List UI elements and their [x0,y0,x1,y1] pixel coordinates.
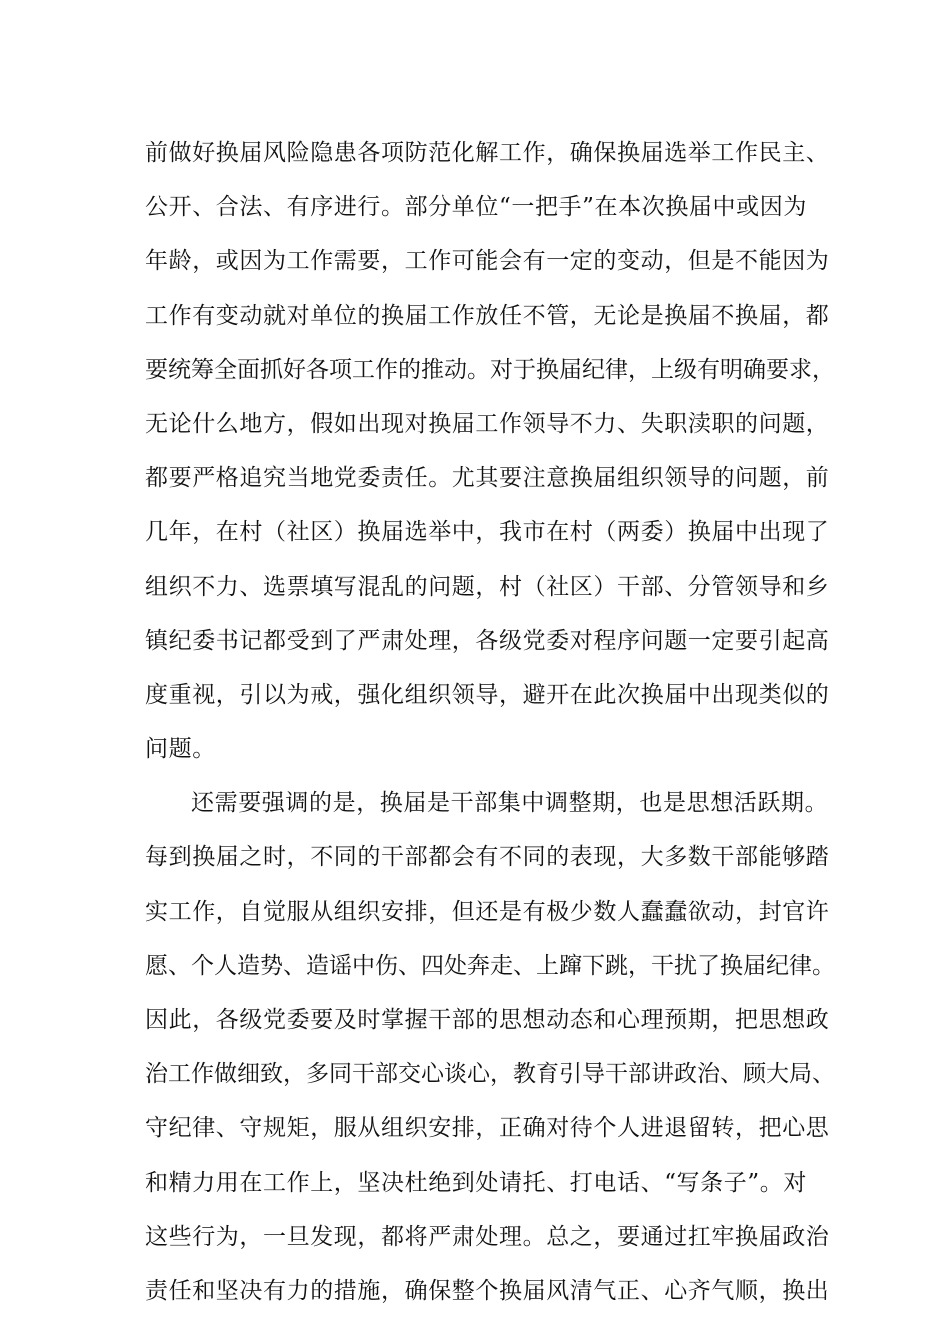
text-line: 治工作做细致，多同干部交心谈心，教育引导干部讲政治、顾大局、 [145,1061,835,1088]
text-line: 年龄，或因为工作需要，工作可能会有一定的变动，但是不能因为 [145,248,830,275]
text-line: 无论什么地方，假如出现对换届工作领导不力、失职渎职的问题， [145,410,830,437]
text-line: 因此，各级党委要及时掌握干部的思想动态和心理预期，把思想政 [145,1007,830,1033]
text-line: 几年，在村（社区）换届选举中，我市在村（两委）换届中出现了 [145,519,830,546]
text-line: 愿、个人造势、造谣中伤、四处奔走、上蹿下跳，干扰了换届纪律。 [145,952,835,979]
text-line: 守纪律、守规矩，服从组织安排，正确对待个人进退留转，把心思 [145,1115,830,1142]
text-line: 要统筹全面抓好各项工作的推动。对于换届纪律，上级有明确要求， [145,356,835,383]
text-line: 每到换届之时，不同的干部都会有不同的表现，大多数干部能够踏 [145,844,830,871]
text-line: 责任和坚决有力的措施，确保整个换届风清气正、心齐气顺，换出 [145,1277,830,1304]
text-line: 都要严格追究当地党委责任。尤其要注意换届组织领导的问题，前 [145,465,830,492]
text-line: 实工作，自觉服从组织安排，但还是有极少数人蠢蠢欲动，封官许 [145,898,830,925]
text-line: 公开、合法、有序进行。部分单位“一把手”在本次换届中或因为 [145,194,807,221]
text-line: 和精力用在工作上，坚决杜绝到处请托、打电话、“写条子”。对 [145,1169,807,1196]
text-line: 工作有变动就对单位的换届工作放任不管，无论是换届不换届，都 [145,302,830,329]
text-line: 镇纪委书记都受到了严肃处理，各级党委对程序问题一定要引起高 [145,627,830,654]
paragraph-first-line: 还需要强调的是，换届是干部集中调整期，也是思想活跃期。 [191,790,829,817]
text-line: 前做好换届风险隐患各项防范化解工作，确保换届选举工作民主、 [145,140,830,166]
text-line: 这些行为，一旦发现，都将严肃处理。总之，要通过扛牢换届政治 [145,1223,830,1250]
text-line: 组织不力、选票填写混乱的问题，村（社区）干部、分管领导和乡 [145,573,830,600]
text-line: 问题。 [145,736,216,763]
body-text [145,126,835,1318]
text-line: 度重视，引以为戒，强化组织领导，避开在此次换届中出现类似的 [145,681,830,708]
